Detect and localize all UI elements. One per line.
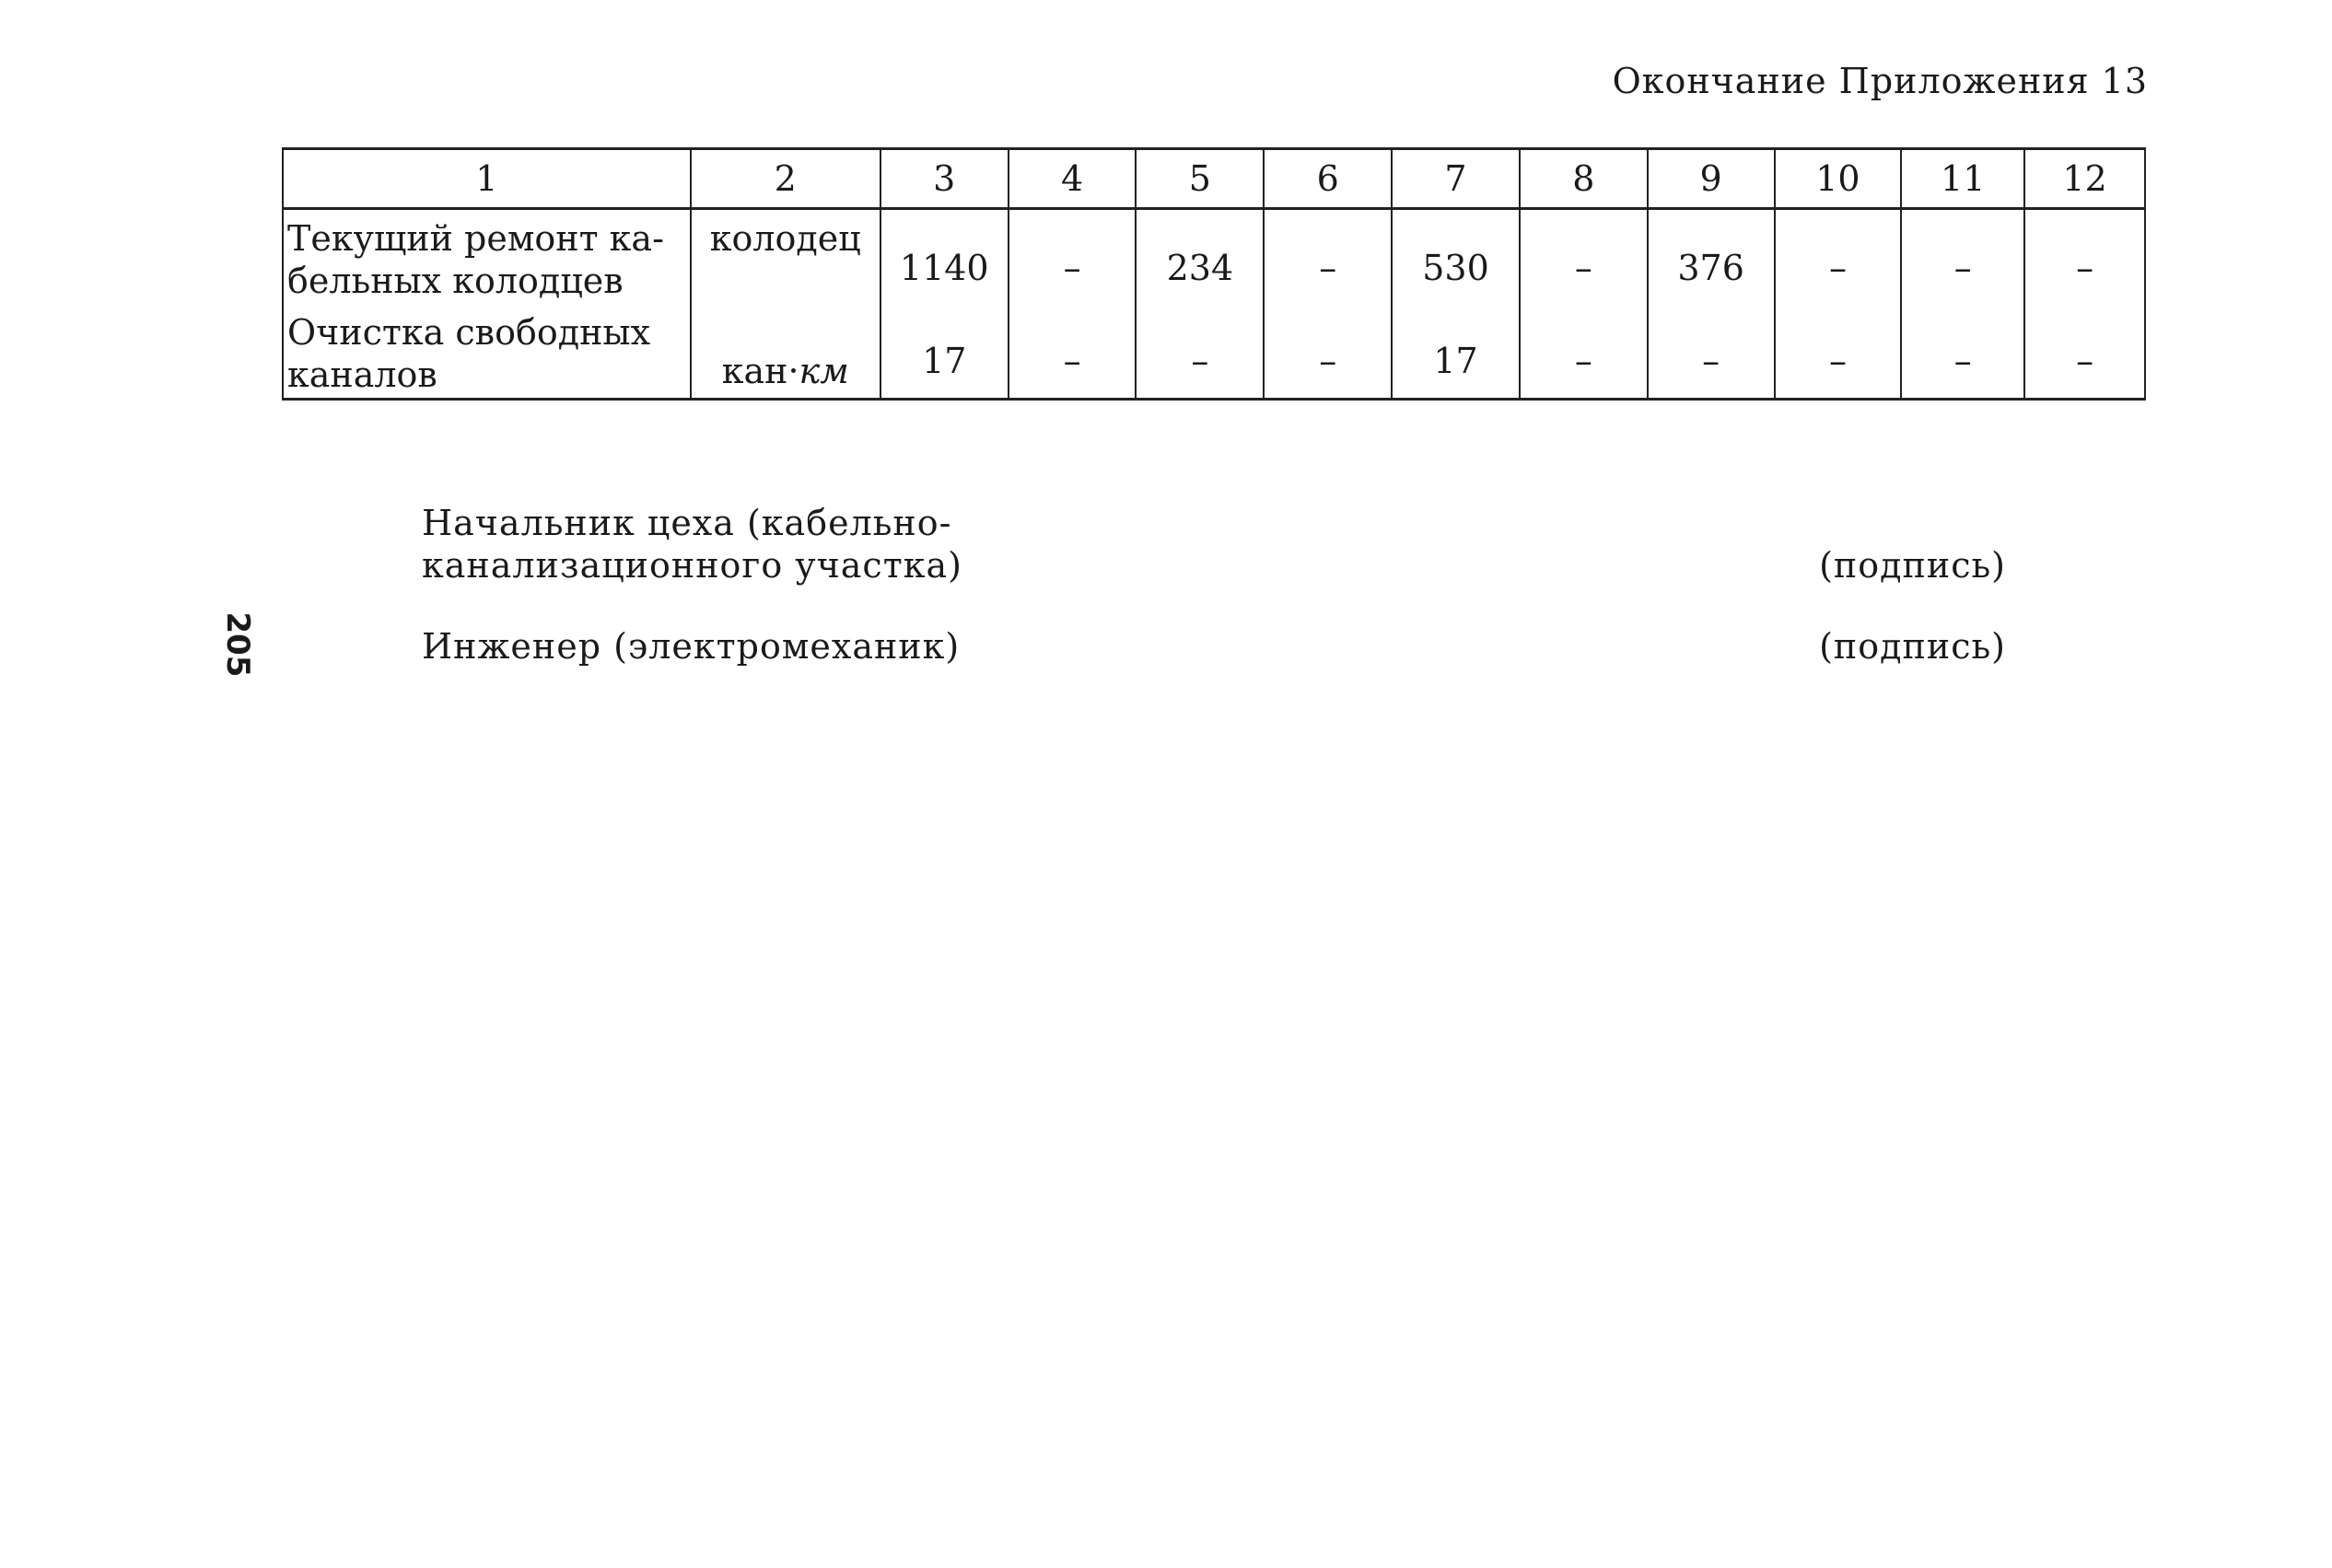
- value-cell: –: [1009, 209, 1137, 305]
- value-cell: 376: [1648, 209, 1775, 305]
- column-header: 6: [1264, 149, 1392, 209]
- signature-block: [422, 502, 2006, 668]
- value-cell: 17: [1392, 304, 1520, 400]
- work-name-line: Текущий ремонт ка-: [287, 218, 664, 259]
- signature-row: [422, 625, 2006, 668]
- table-row: [283, 304, 2145, 400]
- column-header: 12: [2024, 149, 2145, 209]
- unit-prefix: кан·: [721, 351, 799, 391]
- value-cell: –: [1901, 209, 2024, 305]
- column-header: 1: [283, 149, 691, 209]
- value-cell: –: [1264, 209, 1392, 305]
- unit-italic: км: [799, 351, 849, 391]
- unit-label: колодец: [709, 218, 861, 259]
- signature-placeholder: (подпись): [1819, 626, 2006, 667]
- appendix-header: Окончание Приложения 13: [1612, 61, 2148, 101]
- value-cell: 1140: [880, 209, 1009, 305]
- value-cell: –: [1136, 304, 1264, 400]
- signature-label: [422, 625, 2006, 668]
- work-name-cell: [283, 209, 691, 305]
- value-cell: –: [2024, 209, 2145, 305]
- value-cell: –: [1775, 209, 1902, 305]
- signature-label-line: Инженер (электромеханик): [422, 626, 961, 667]
- value-cell: –: [2024, 304, 2145, 400]
- value-cell: –: [1520, 304, 1648, 400]
- column-number-row: [283, 149, 2145, 209]
- value-cell: –: [1520, 209, 1648, 305]
- unit-label: [722, 350, 849, 392]
- value-cell: –: [1901, 304, 2024, 400]
- value-cell: 17: [880, 304, 1009, 400]
- page-number: 205: [219, 611, 256, 678]
- table-row: [283, 209, 2145, 305]
- signature-label-line: Начальник цеха (кабельно-: [422, 503, 952, 543]
- value-cell: 234: [1136, 209, 1264, 305]
- work-name-line: бельных колодцев: [287, 261, 624, 301]
- column-header: 7: [1392, 149, 1520, 209]
- column-header: 10: [1775, 149, 1902, 209]
- work-name-line: каналов: [287, 354, 437, 395]
- value-cell: –: [1775, 304, 1902, 400]
- column-header: 4: [1009, 149, 1137, 209]
- signature-label: [422, 502, 2006, 587]
- column-header: 2: [691, 149, 880, 209]
- data-table: [282, 147, 2146, 401]
- signature-row: [422, 502, 2006, 587]
- unit-cell: [691, 209, 880, 305]
- column-header: 11: [1901, 149, 2024, 209]
- column-header: 3: [880, 149, 1009, 209]
- work-name-cell: [283, 304, 691, 400]
- signature-label-line: канализационного участка): [422, 545, 962, 586]
- column-header: 5: [1136, 149, 1264, 209]
- signature-placeholder: (подпись): [1819, 545, 2006, 586]
- value-cell: –: [1264, 304, 1392, 400]
- value-cell: 530: [1392, 209, 1520, 305]
- work-name-line: Очистка свободных: [287, 312, 651, 353]
- unit-cell: [691, 304, 880, 400]
- column-header: 8: [1520, 149, 1648, 209]
- column-header: 9: [1648, 149, 1775, 209]
- value-cell: –: [1009, 304, 1137, 400]
- value-cell: –: [1648, 304, 1775, 400]
